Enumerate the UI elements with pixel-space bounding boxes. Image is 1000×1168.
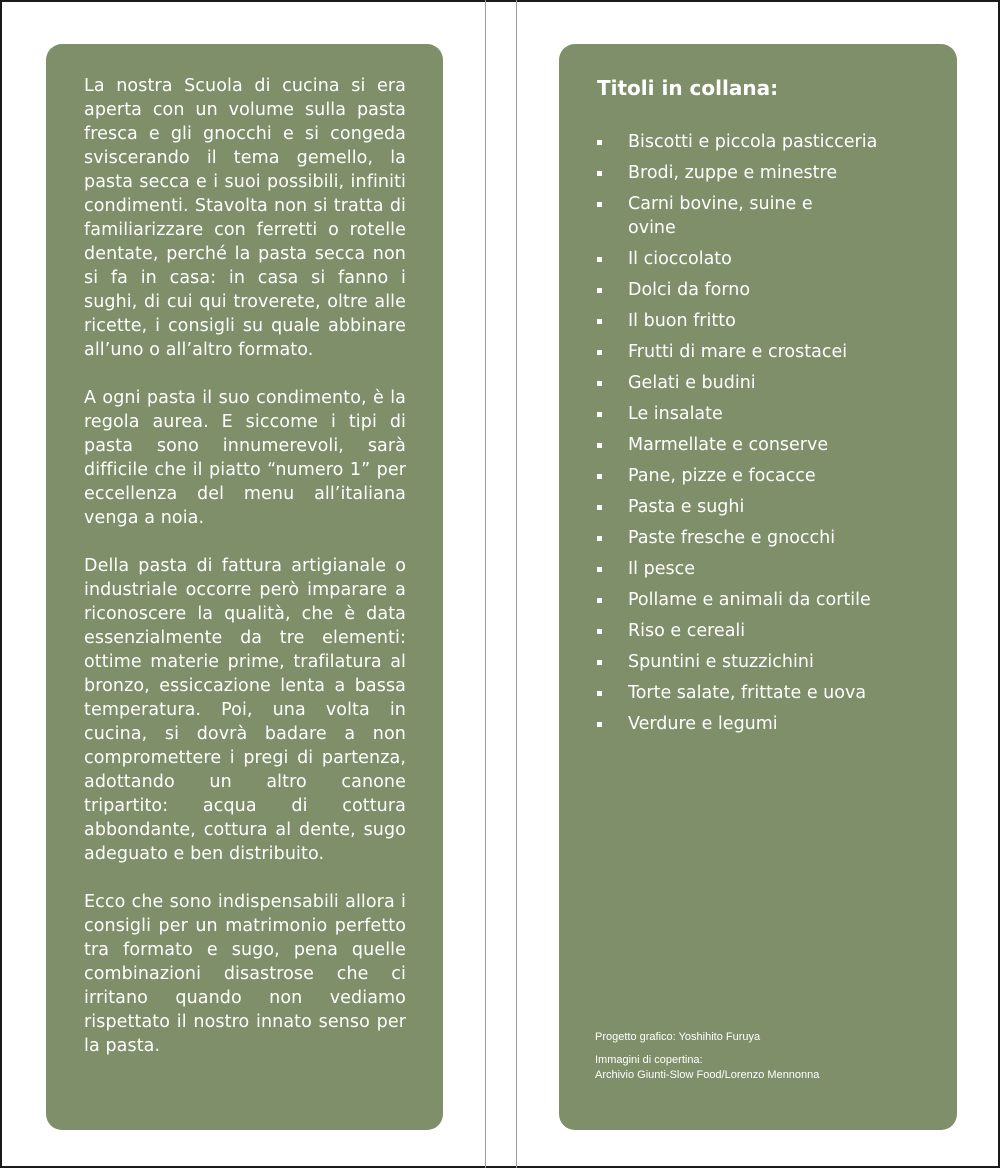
intro-text (84, 74, 406, 1082)
square-bullet-icon (597, 474, 602, 479)
cover-credit (595, 1053, 935, 1083)
list-item (597, 278, 927, 302)
series-title-text: Carni bovine, suine e ovine (628, 194, 813, 238)
list-item (597, 526, 927, 550)
spine-fold-line (516, 0, 517, 1168)
square-bullet-icon (597, 443, 602, 448)
series-title-text: Riso e cereali (628, 621, 746, 641)
intro-paragraph: Della pasta di fattura artigianale o industriale occorre però imparare a riconoscere la qualità, che è data essenzialmente da tre elementi: ottime materie prime, trafilatura al bronzo, essiccazione lenta a bassa temperatura. Poi, una volta in cucina, si dovrà badare a non compromettere i pregi di partenza, adottando un altro canone tripartito: acqua di cottura abbondante, cottura al dente, sugo adeguato e ben distribuito. (84, 556, 406, 864)
square-bullet-icon (597, 691, 602, 696)
series-title-text: Gelati e budini (628, 373, 756, 393)
list-item (597, 130, 927, 154)
cover-credit-label: Immagini di copertina: (595, 1054, 703, 1066)
intro-paragraph: Ecco che sono indispensabili allora i consigli per un matrimonio perfetto tra formato e sugo, pena quelle combinazioni disastrose che ci irritano quando non vediamo rispettato il nostro innato senso per la pasta. (84, 892, 406, 1056)
list-item (597, 495, 927, 519)
credits-block (595, 1030, 935, 1091)
square-bullet-icon (597, 381, 602, 386)
list-item (597, 371, 927, 395)
intro-paragraph: A ogni pasta il suo condimento, è la regola aurea. E siccome i tipi di pasta sono innumerevoli, sarà difficile che il piatto “numero 1” per eccellenza del menu all’italiana venga a noia. (84, 388, 406, 528)
series-title-list (597, 130, 927, 743)
list-item (597, 192, 927, 240)
series-title-text: Il buon fritto (628, 311, 736, 331)
left-flap-panel (46, 44, 443, 1130)
square-bullet-icon (597, 319, 602, 324)
series-title-text: Il cioccolato (628, 249, 732, 269)
square-bullet-icon (597, 202, 602, 207)
square-bullet-icon (597, 660, 602, 665)
series-title-text: Pane, pizze e focacce (628, 466, 816, 486)
spine-fold-line (485, 0, 486, 1168)
square-bullet-icon (597, 505, 602, 510)
right-flap-panel (559, 44, 957, 1130)
square-bullet-icon (597, 412, 602, 417)
list-item (597, 402, 927, 426)
series-title-text: Frutti di mare e crostacei (628, 342, 848, 362)
series-title-text: Torte salate, frittate e uova (628, 683, 867, 703)
square-bullet-icon (597, 350, 602, 355)
series-title-text: Marmellate e conserve (628, 435, 829, 455)
list-item (597, 161, 927, 185)
square-bullet-icon (597, 598, 602, 603)
series-title-text: Biscotti e piccola pasticceria (628, 132, 878, 152)
series-title-text: Verdure e legumi (628, 714, 778, 734)
series-title-text: Dolci da forno (628, 280, 751, 300)
square-bullet-icon (597, 288, 602, 293)
square-bullet-icon (597, 257, 602, 262)
cover-credit-value: Archivio Giunti-Slow Food/Lorenzo Mennonna (595, 1069, 820, 1081)
list-item (597, 433, 927, 457)
list-item (597, 309, 927, 333)
series-title-text: Brodi, zuppe e minestre (628, 163, 838, 183)
series-title-text: Paste fresche e gnocchi (628, 528, 836, 548)
list-item (597, 619, 927, 643)
list-item (597, 340, 927, 364)
series-title-text: Le insalate (628, 404, 723, 424)
list-item (597, 650, 927, 674)
list-item (597, 464, 927, 488)
series-heading: Titoli in collana: (597, 76, 779, 100)
list-item (597, 247, 927, 271)
list-item (597, 681, 927, 705)
series-title-text: Il pesce (628, 559, 695, 579)
intro-paragraph: La nostra Scuola di cucina si era aperta con un volume sulla pasta fresca e gli gnocchi e si congeda sviscerando il tema gemello, la pasta secca e i suoi possibili, infiniti condimenti. Stavolta non si tratta di familiarizzare con ferretti o rotelle dentate, perché la pasta secca non si fa in casa: in casa si fanno i sughi, di cui qui troverete, oltre alle ricette, i consigli su quale abbinare all’uno o all’altro formato. (84, 76, 406, 360)
square-bullet-icon (597, 171, 602, 176)
design-credit: Progetto grafico: Yoshihito Furuya (595, 1031, 761, 1043)
square-bullet-icon (597, 722, 602, 727)
list-item (597, 588, 927, 612)
series-title-text: Pollame e animali da cortile (628, 590, 871, 610)
list-item (597, 712, 927, 736)
series-title-text: Pasta e sughi (628, 497, 745, 517)
square-bullet-icon (597, 567, 602, 572)
series-title-text: Spuntini e stuzzichini (628, 652, 814, 672)
square-bullet-icon (597, 140, 602, 145)
square-bullet-icon (597, 536, 602, 541)
square-bullet-icon (597, 629, 602, 634)
list-item (597, 557, 927, 581)
